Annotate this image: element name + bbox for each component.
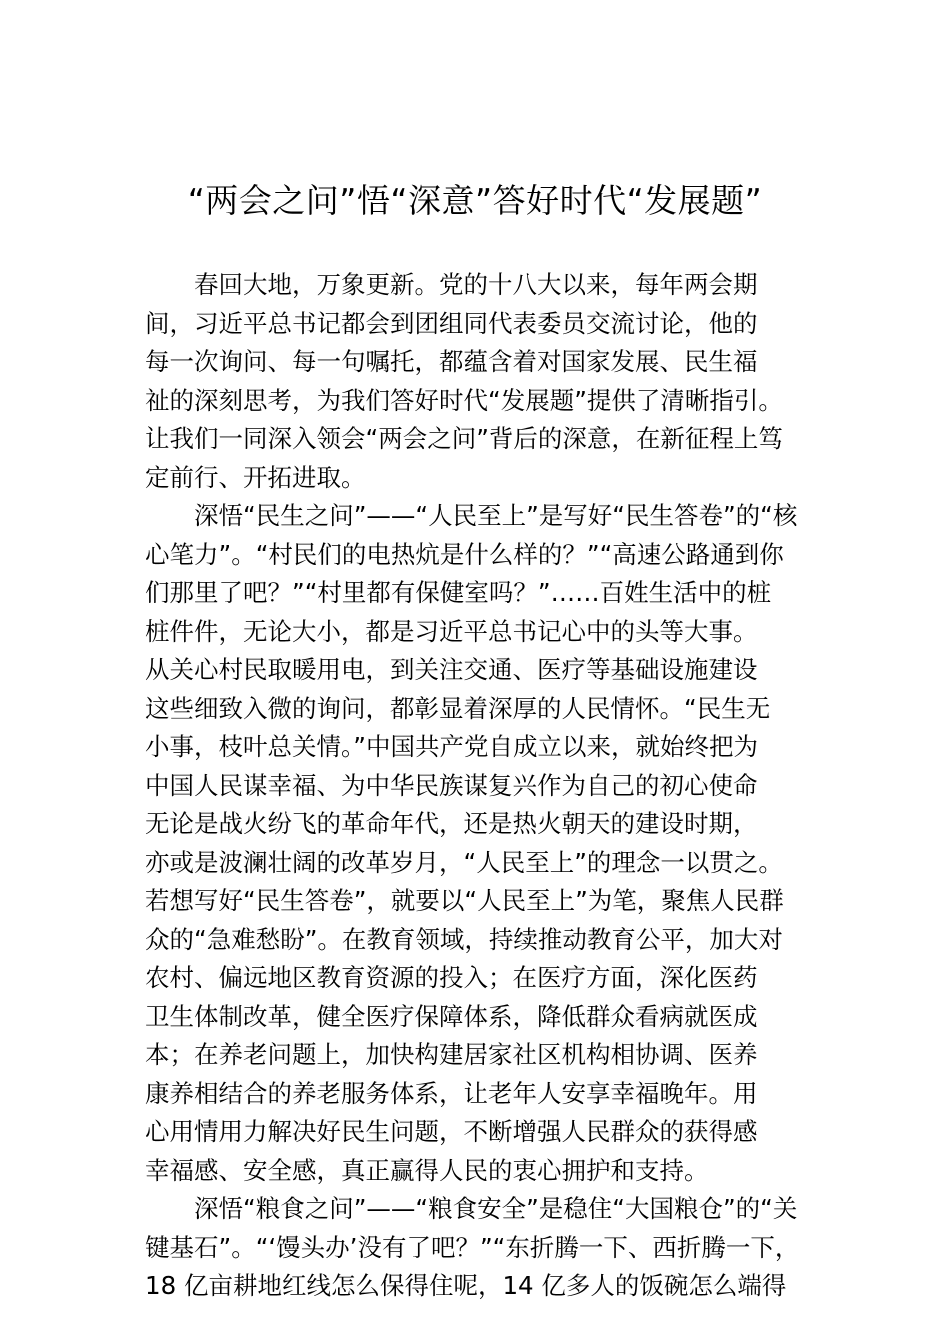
paragraph	[145, 497, 815, 1190]
paragraph	[145, 1190, 815, 1306]
text-line: 这些细致入微的询问，都彰显着深厚的人民情怀。“民生无	[145, 693, 771, 723]
text-line: 深悟“民生之问”——“人民至上”是写好“民生答卷”的“核	[194, 501, 798, 530]
text-line: 间，习近平总书记都会到团组同代表委员交流讨论，他的	[145, 308, 758, 338]
text-line: 康养相结合的养老服务体系，让老年人安享幸福晚年。用	[145, 1078, 758, 1108]
text-line: 农村、偏远地区教育资源的投入；在医疗方面，深化医药	[145, 963, 758, 992]
text-line: 心笔力”。“村民们的电热炕是什么样的？”“高速公路通到你	[145, 539, 784, 569]
text-line: 桩件件，无论大小，都是习近平总书记心中的头等大事。	[145, 616, 758, 646]
text-line: 中国人民谋幸福、为中华民族谋复兴作为自己的初心使命	[145, 770, 758, 800]
text-line: 18 亿亩耕地红线怎么保得住呢，14 亿多人的饭碗怎么端得	[145, 1271, 787, 1300]
text-line: 众的“急难愁盼”。在教育领域，持续推动教育公平，加大对	[145, 924, 783, 954]
text-line: 春回大地，万象更新。党的十八大以来，每年两会期	[194, 270, 758, 299]
text-line: 亦或是波澜壮阔的改革岁月，“人民至上”的理念一以贯之。	[145, 847, 783, 877]
text-line: 本；在养老问题上，加快构建居家社区机构相协调、医养	[145, 1040, 758, 1069]
document-body	[145, 266, 815, 1306]
document-title: “两会之问”悟“深意”答好时代“发展题”	[187, 181, 763, 220]
text-line: 无论是战火纷飞的革命年代，还是热火朝天的建设时期，	[145, 809, 758, 838]
text-line: 从关心村民取暖用电，到关注交通、医疗等基础设施建设	[145, 655, 758, 684]
text-line: 小事，枝叶总关情。”中国共产党自成立以来，就始终把为	[145, 732, 758, 761]
paragraph	[145, 266, 815, 497]
text-line: 每一次询问、每一句嘱托，都蕴含着对国家发展、民生福	[145, 347, 758, 376]
text-line: 深悟“粮食之问”——“粮食安全”是稳住“大国粮仓”的“关	[194, 1194, 798, 1223]
text-line: 祉的深刻思考，为我们答好时代“发展题”提供了清晰指引。	[145, 385, 783, 415]
text-line: 们那里了吧？”“村里都有保健室吗？”……百姓生活中的桩	[145, 578, 772, 607]
text-line: 若想写好“民生答卷”，就要以“人民至上”为笔，聚焦人民群	[145, 886, 784, 915]
text-line: 心用情用力解决好民生问题，不断增强人民群众的获得感	[145, 1117, 758, 1146]
text-line: 幸福感、安全感，真正赢得人民的衷心拥护和支持。	[145, 1155, 709, 1185]
text-line: 卫生体制改革，健全医疗保障体系，降低群众看病就医成	[145, 1001, 758, 1031]
text-line: 定前行、开拓进取。	[145, 462, 366, 492]
text-line: 键基石”。“‘馒头办’没有了吧？”“东折腾一下、西折腾一下，	[145, 1232, 800, 1262]
text-line: 让我们一同深入领会“两会之问”背后的深意，在新征程上笃	[145, 424, 783, 453]
